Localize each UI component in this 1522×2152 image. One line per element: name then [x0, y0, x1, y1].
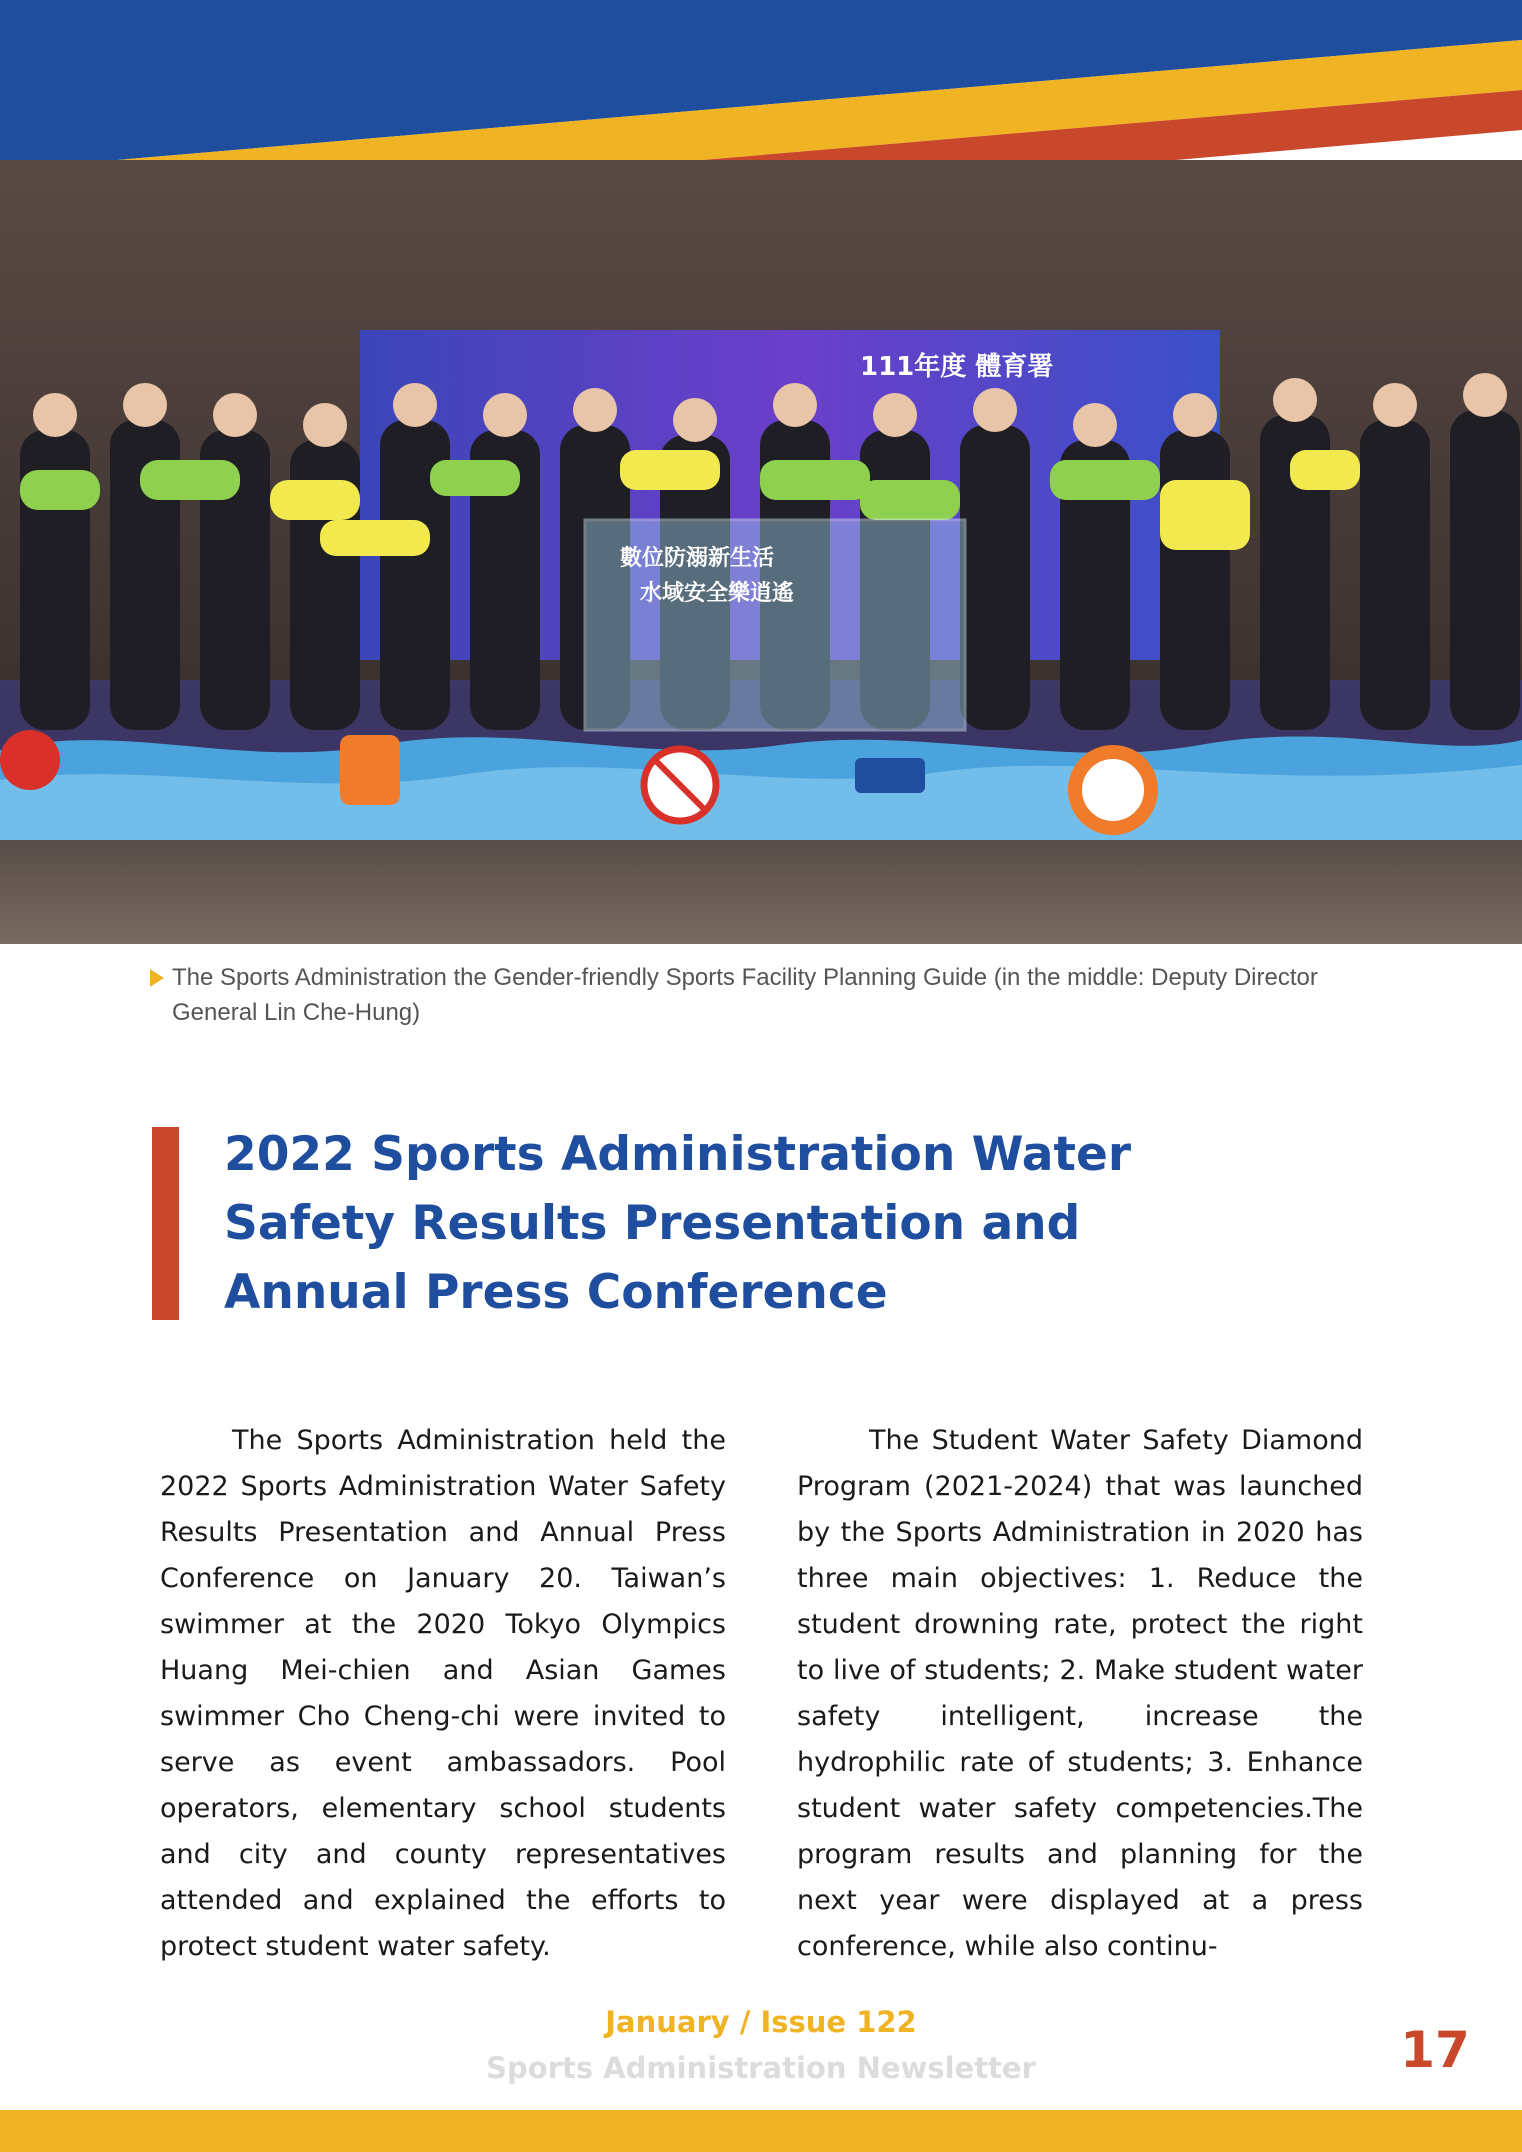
footer-issue: January / Issue 122 [605, 2005, 917, 2039]
podium-sign-line-1: 數位防溺新生活 [620, 546, 775, 571]
article-title [224, 1120, 1144, 1327]
article-column-left: The Sports Administration held the 2022 Sports Administration Water Safety Results Presentation and Annual Press Conference on January 20. Taiwan’s swimmer at the 2020 Tokyo Olympics Huang Mei-chien and Asian Games swimmer Cho Cheng-chi were invited to serve as event ambassadors. Pool operators, elementary school students and city and county representatives attended and explained the efforts to protect student water safety. [160, 1425, 726, 1962]
title-accent-bar [152, 1127, 179, 1320]
podium-sign-line-2: 水域安全樂逍遙 [640, 581, 795, 606]
title-line-1: 2022 Sports Administration Water [224, 1127, 1132, 1182]
article-column-right: The Student Water Safety Diamond Program (2021-2024) that was launched by the Sports Administration in 2020 has three main objectives: 1. Reduce the student drowning rate, protect the right to live of students; 2. Make student water safety intelligent, increase the hydrophilic rate of students; 3. Enhance student water safety competencies.The program results and planning for the next year were displayed at a press conference, while also continu- [797, 1425, 1363, 1962]
title-line-3: Annual Press Conference [224, 1265, 888, 1320]
caption-arrow-icon [150, 969, 164, 987]
photo-caption [150, 960, 1380, 1030]
caption-text: The Sports Administration the Gender-friendly Sports Facility Planning Guide (in the middle: Deputy Director General Lin Che-Hung) [172, 964, 1318, 1026]
page-number: 17 [1400, 2021, 1470, 2079]
footer-newsletter-name: Sports Administration Newsletter [486, 2051, 1036, 2085]
title-line-2: Safety Results Presentation and [224, 1196, 1081, 1251]
backdrop-text: 111年度 體育署 [860, 352, 1054, 382]
footer-band [0, 2110, 1522, 2152]
event-photo [0, 160, 1522, 944]
